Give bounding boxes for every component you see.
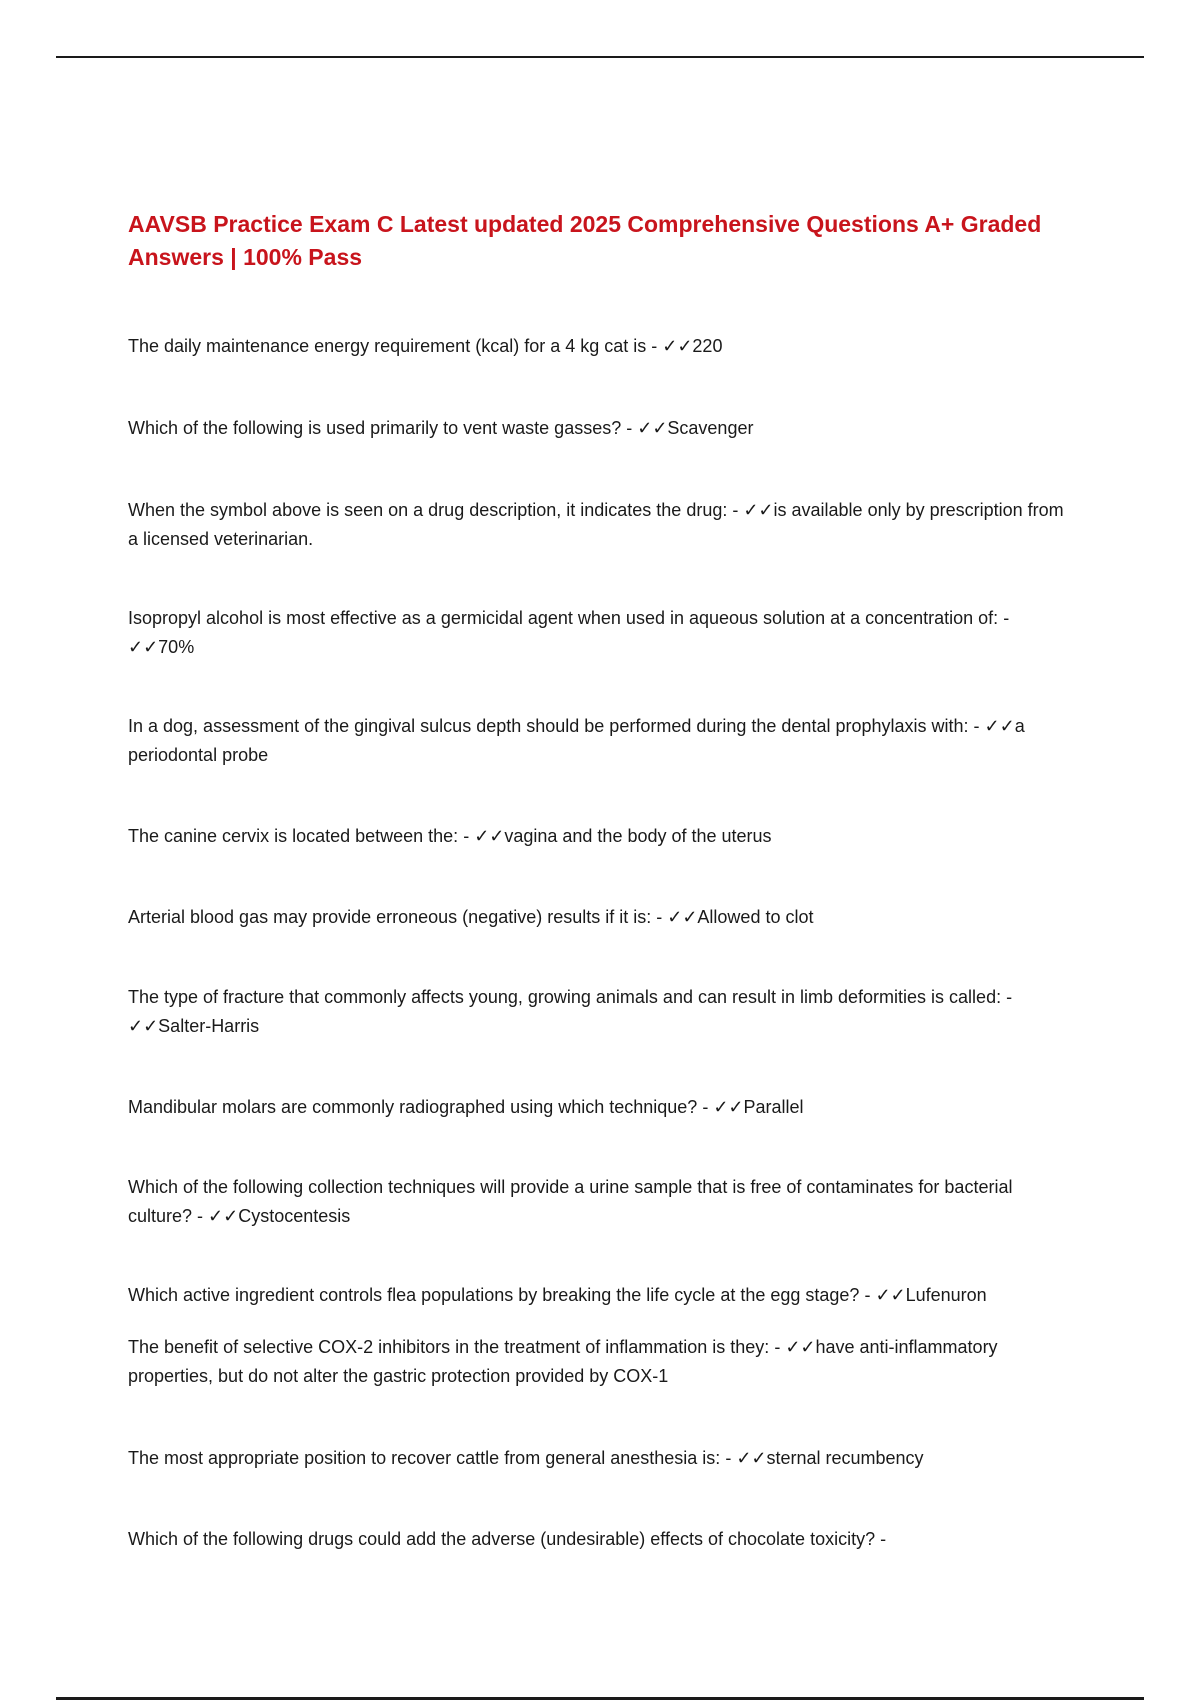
separator: - xyxy=(697,1097,714,1117)
question-text: Which of the following collection techniques will provide a urine sample that is free of contaminates for bacterial culture? xyxy=(128,1177,1013,1226)
separator: - xyxy=(875,1529,887,1549)
check-mark-icon: ✓✓ xyxy=(713,1097,744,1117)
qa-item-1 xyxy=(128,332,1068,361)
check-mark-icon: ✓✓ xyxy=(785,1337,816,1357)
answer-text: 70% xyxy=(158,637,195,657)
separator: - xyxy=(621,418,638,438)
check-mark-icon: ✓✓ xyxy=(667,907,698,927)
separator: - xyxy=(769,1337,786,1357)
check-mark-icon: ✓✓ xyxy=(736,1448,767,1468)
separator: - xyxy=(859,1285,876,1305)
qa-item-10 xyxy=(128,1173,1068,1231)
separator: - xyxy=(998,608,1010,628)
document-body xyxy=(128,208,1068,1554)
check-mark-icon: ✓✓ xyxy=(875,1285,906,1305)
question-text: The most appropriate position to recover cattle from general anesthesia is: xyxy=(128,1448,721,1468)
separator: - xyxy=(1001,987,1013,1007)
question-text: Mandibular molars are commonly radiographed using which technique? xyxy=(128,1097,698,1117)
question-text: The type of fracture that commonly affects young, growing animals and can result in limb deformities is called: xyxy=(128,987,1002,1007)
qa-item-14 xyxy=(128,1525,1068,1554)
qa-item-3 xyxy=(128,496,1068,554)
qa-item-6 xyxy=(128,822,1068,851)
check-mark-icon: ✓✓ xyxy=(474,826,505,846)
question-text: The daily maintenance energy requirement (kcal) for a 4 kg cat is xyxy=(128,336,647,356)
answer-text: Parallel xyxy=(743,1097,804,1117)
separator: - xyxy=(651,907,668,927)
answer-text: Scavenger xyxy=(667,418,754,438)
question-text: Isopropyl alcohol is most effective as a germicidal agent when used in aqueous solution at a concentration of: xyxy=(128,608,999,628)
document-title: AAVSB Practice Exam C Latest updated 2025 Comprehensive Questions A+ Graded Answers | 100% Pass xyxy=(128,211,1042,270)
question-text: Arterial blood gas may provide erroneous (negative) results if it is: xyxy=(128,907,652,927)
answer-text: Cystocentesis xyxy=(238,1206,351,1226)
qa-item-7 xyxy=(128,903,1068,932)
question-text: The canine cervix is located between the: xyxy=(128,826,459,846)
check-mark-icon: ✓✓ xyxy=(662,336,693,356)
question-text: Which of the following is used primarily to vent waste gasses? xyxy=(128,418,622,438)
qa-item-9 xyxy=(128,1093,1068,1122)
check-mark-icon: ✓✓ xyxy=(637,418,668,438)
qa-item-13 xyxy=(128,1444,1068,1473)
check-mark-icon: ✓✓ xyxy=(743,500,774,520)
separator: - xyxy=(192,1206,209,1226)
check-mark-icon: ✓✓ xyxy=(208,1206,239,1226)
answer-text: sternal recumbency xyxy=(766,1448,924,1468)
question-text: In a dog, assessment of the gingival sulcus depth should be performed during the dental prophylaxis with: xyxy=(128,716,969,736)
answer-text: a periodontal probe xyxy=(128,716,1025,765)
check-mark-icon: ✓✓ xyxy=(984,716,1015,736)
question-text: Which active ingredient controls flea populations by breaking the life cycle at the egg stage? xyxy=(128,1285,860,1305)
answer-text: 220 xyxy=(692,336,723,356)
qa-item-2 xyxy=(128,414,1068,443)
separator: - xyxy=(458,826,475,846)
qa-item-5 xyxy=(128,712,1068,770)
answer-text: Salter-Harris xyxy=(158,1016,260,1036)
check-mark-icon: ✓✓ xyxy=(128,637,159,657)
question-text: When the symbol above is seen on a drug description, it indicates the drug: xyxy=(128,500,728,520)
header-rule xyxy=(56,56,1144,58)
check-mark-icon: ✓✓ xyxy=(128,1016,159,1036)
qa-item-8 xyxy=(128,983,1068,1041)
question-text: Which of the following drugs could add the adverse (undesirable) effects of chocolate toxicity? xyxy=(128,1529,876,1549)
qa-item-12 xyxy=(128,1333,1068,1391)
separator: - xyxy=(646,336,663,356)
answer-text: have anti-inflammatory properties, but do not alter the gastric protection provided by COX-1 xyxy=(128,1337,998,1386)
answer-text: Lufenuron xyxy=(905,1285,987,1305)
separator: - xyxy=(727,500,744,520)
separator: - xyxy=(968,716,985,736)
qa-item-11 xyxy=(128,1281,1068,1310)
answer-text: vagina and the body of the uterus xyxy=(504,826,772,846)
qa-item-4 xyxy=(128,604,1068,662)
qa-list xyxy=(128,332,1068,1554)
question-text: The benefit of selective COX-2 inhibitors in the treatment of inflammation is they: xyxy=(128,1337,770,1357)
answer-text: Allowed to clot xyxy=(697,907,814,927)
separator: - xyxy=(720,1448,737,1468)
answer-text: is available only by prescription from a licensed veterinarian. xyxy=(128,500,1064,549)
